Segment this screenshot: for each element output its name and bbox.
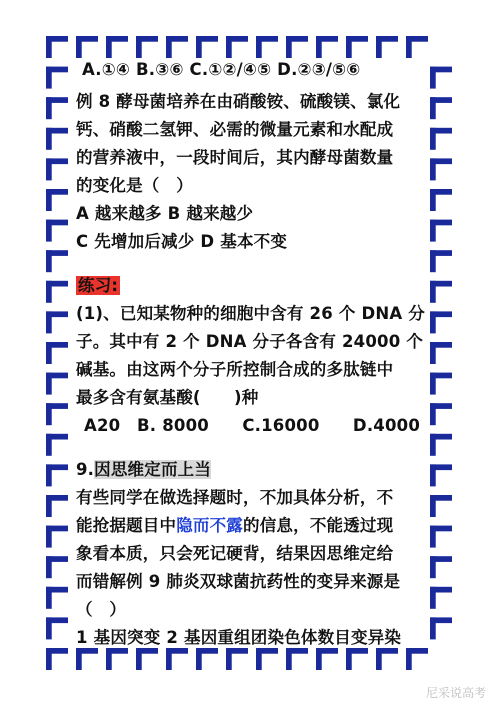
example8-line4: 的变化是（ ） — [76, 176, 193, 195]
border-corner-tile — [430, 158, 452, 180]
practice-heading — [76, 272, 120, 296]
example8-line1: 例 8 酵母菌培养在由硝酸铵、硫酸镁、氯化 — [76, 92, 401, 111]
border-corner-tile — [430, 403, 452, 425]
border-corner-tile — [346, 648, 368, 670]
border-corner-tile — [430, 67, 452, 89]
border-corner-tile — [406, 648, 428, 670]
border-corner-tile — [430, 281, 452, 303]
section9-line2 — [76, 512, 393, 536]
border-corner-tile — [430, 128, 452, 150]
border-corner-tile — [46, 587, 68, 609]
section9-line3: 象看本质，只会死记硬背，结果因思维定给 — [76, 544, 394, 563]
practice1-line1: (1)、已知某物种的细胞中含有 26 个 DNA 分 — [76, 304, 425, 323]
border-corner-tile — [166, 648, 188, 670]
border-corner-tile — [430, 220, 452, 242]
border-corner-tile — [286, 648, 308, 670]
border-corner-tile — [46, 648, 68, 670]
example8-line3: 的营养液中，一段时间后，其内酵母菌数量 — [76, 148, 394, 167]
practice1-line2: 子。其中有 2 个 DNA 分子各含有 24000 个 — [76, 332, 424, 351]
border-corner-tile — [46, 220, 68, 242]
border-corner-tile — [46, 67, 68, 89]
border-corner-tile — [46, 128, 68, 150]
border-corner-tile — [430, 526, 452, 548]
practice-label: 练习: — [78, 276, 119, 295]
example8-options-ab: A 越来越多 B 越来越少 — [76, 204, 254, 223]
border-corner-tile — [76, 36, 98, 58]
practice1-line4: 最多含有氨基酸( )种 — [76, 388, 259, 407]
border-corner-tile — [46, 250, 68, 272]
section9-line5: （ ） — [76, 600, 127, 619]
border-corner-tile — [76, 648, 98, 670]
border-corner-tile — [430, 342, 452, 364]
border-corner-tile — [46, 403, 68, 425]
section9-line4: 而错解例 9 肺炎双球菌抗药性的变异来源是 — [76, 572, 401, 591]
border-corner-tile — [166, 36, 188, 58]
section9-number: 9. — [76, 460, 95, 479]
border-corner-tile — [46, 158, 68, 180]
border-corner-tile — [46, 281, 68, 303]
border-corner-tile — [430, 495, 452, 517]
border-corner-tile — [376, 36, 398, 58]
practice1-line3: 碱基。由这两个分子所控制合成的多肽链中 — [76, 360, 394, 379]
border-corner-tile — [316, 36, 338, 58]
border-corner-tile — [46, 373, 68, 395]
border-corner-tile — [430, 464, 452, 486]
section9-line2-post: 的信息，不能透过现 — [243, 516, 394, 535]
border-corner-tile — [256, 36, 278, 58]
section9-line6: 1 基因突变 2 基因重组团染色体数目变异染 — [76, 628, 402, 647]
section9-line1: 有些同学在做选择题时，不加具体分析，不 — [76, 488, 394, 507]
border-corner-tile — [430, 97, 452, 119]
border-corner-tile — [196, 36, 218, 58]
border-corner-tile — [226, 648, 248, 670]
border-corner-tile — [46, 556, 68, 578]
practice1-options: A20 B. 8000 C.16000 D.4000 — [84, 416, 421, 435]
border-corner-tile — [196, 648, 218, 670]
border-corner-tile — [46, 311, 68, 333]
border-corner-tile — [46, 36, 68, 58]
border-corner-tile — [46, 97, 68, 119]
border-corner-tile — [106, 648, 128, 670]
border-corner-tile — [136, 36, 158, 58]
watermark: 尼采说高考 — [425, 686, 486, 700]
section9-line2-pre: 能抢据题目中 — [76, 516, 177, 535]
example8-line2: 钙、硝酸二氢钾、必需的微量元素和水配成 — [76, 120, 394, 139]
border-corner-tile — [46, 464, 68, 486]
border-corner-tile — [46, 526, 68, 548]
border-corner-tile — [430, 556, 452, 578]
border-corner-tile — [46, 617, 68, 639]
border-corner-tile — [316, 648, 338, 670]
border-corner-tile — [106, 36, 128, 58]
border-corner-tile — [46, 342, 68, 364]
border-corner-tile — [226, 36, 248, 58]
border-corner-tile — [46, 495, 68, 517]
border-corner-tile — [406, 36, 428, 58]
border-corner-tile — [430, 434, 452, 456]
border-corner-tile — [430, 250, 452, 272]
border-corner-tile — [286, 36, 308, 58]
border-corner-tile — [346, 36, 368, 58]
border-corner-tile — [46, 189, 68, 211]
hidden-info-emphasis: 隐而不露 — [176, 516, 244, 535]
border-corner-tile — [430, 311, 452, 333]
border-corner-tile — [430, 617, 452, 639]
border-corner-tile — [430, 587, 452, 609]
previous-question-options: A.①④ B.③⑥ C.①②/④⑤ D.②③/⑤⑥ — [82, 60, 361, 79]
border-corner-tile — [46, 434, 68, 456]
border-corner-tile — [430, 373, 452, 395]
section9-heading — [76, 456, 211, 480]
section9-title: 因思维定而上当 — [94, 460, 212, 479]
border-corner-tile — [430, 189, 452, 211]
example8-options-cd: C 先增加后减少 D 基本不变 — [76, 232, 288, 251]
border-corner-tile — [376, 648, 398, 670]
border-corner-tile — [136, 648, 158, 670]
border-corner-tile — [256, 648, 278, 670]
